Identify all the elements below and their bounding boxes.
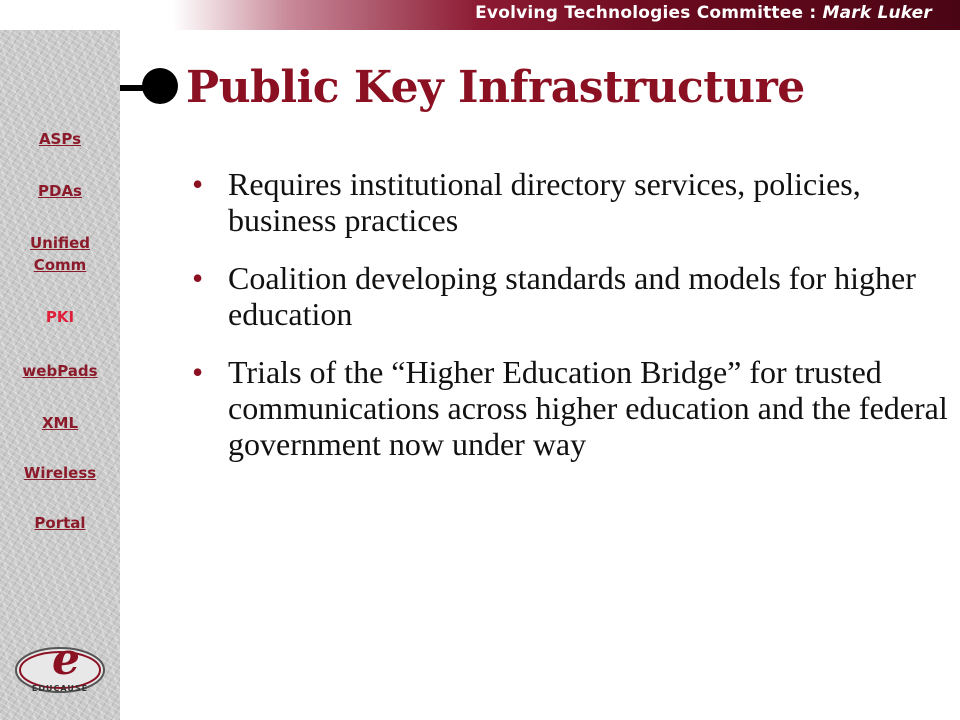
bullet-list (190, 166, 950, 484)
sidebar-item-xml[interactable]: XML (41, 414, 79, 432)
bullet-text: Coalition developing standards and models for higher education (228, 260, 916, 332)
banner-author: Mark Luker (822, 3, 932, 23)
sidebar (0, 30, 120, 720)
sidebar-item-wireless[interactable]: Wireless (23, 464, 97, 482)
bullet-icon: • (192, 354, 204, 390)
list-item (190, 354, 950, 462)
logo-wordmark: EDUCAUSE (31, 684, 89, 693)
sidebar-item-webpads[interactable]: webPads (22, 362, 98, 380)
educause-logo (12, 628, 108, 700)
bullet-text: Trials of the “Higher Education Bridge” for trusted communications across higher education and the federal government now under way (228, 354, 948, 462)
title-connector-dot (142, 68, 178, 104)
sidebar-item-portal[interactable]: Portal (34, 514, 86, 532)
list-item (190, 166, 950, 238)
sidebar-item-asps[interactable]: ASPs (38, 130, 82, 148)
bullet-icon: • (192, 166, 204, 202)
banner-title (475, 3, 932, 23)
educause-logo-icon (12, 628, 108, 700)
sidebar-item-pdas[interactable]: PDAs (38, 182, 82, 200)
bullet-icon: • (192, 260, 204, 296)
sidebar-item-pki[interactable]: PKI (45, 308, 75, 326)
banner-committee: Evolving Technologies Committee : (475, 3, 823, 23)
svg-text:e: e (52, 634, 80, 685)
page-title: Public Key Infrastructure (186, 62, 805, 113)
list-item (190, 260, 950, 332)
bullet-text: Requires institutional directory services, policies, business practices (228, 166, 861, 238)
sidebar-item-unified-comm[interactable]: Unified Comm (29, 234, 91, 274)
top-banner (0, 0, 960, 30)
